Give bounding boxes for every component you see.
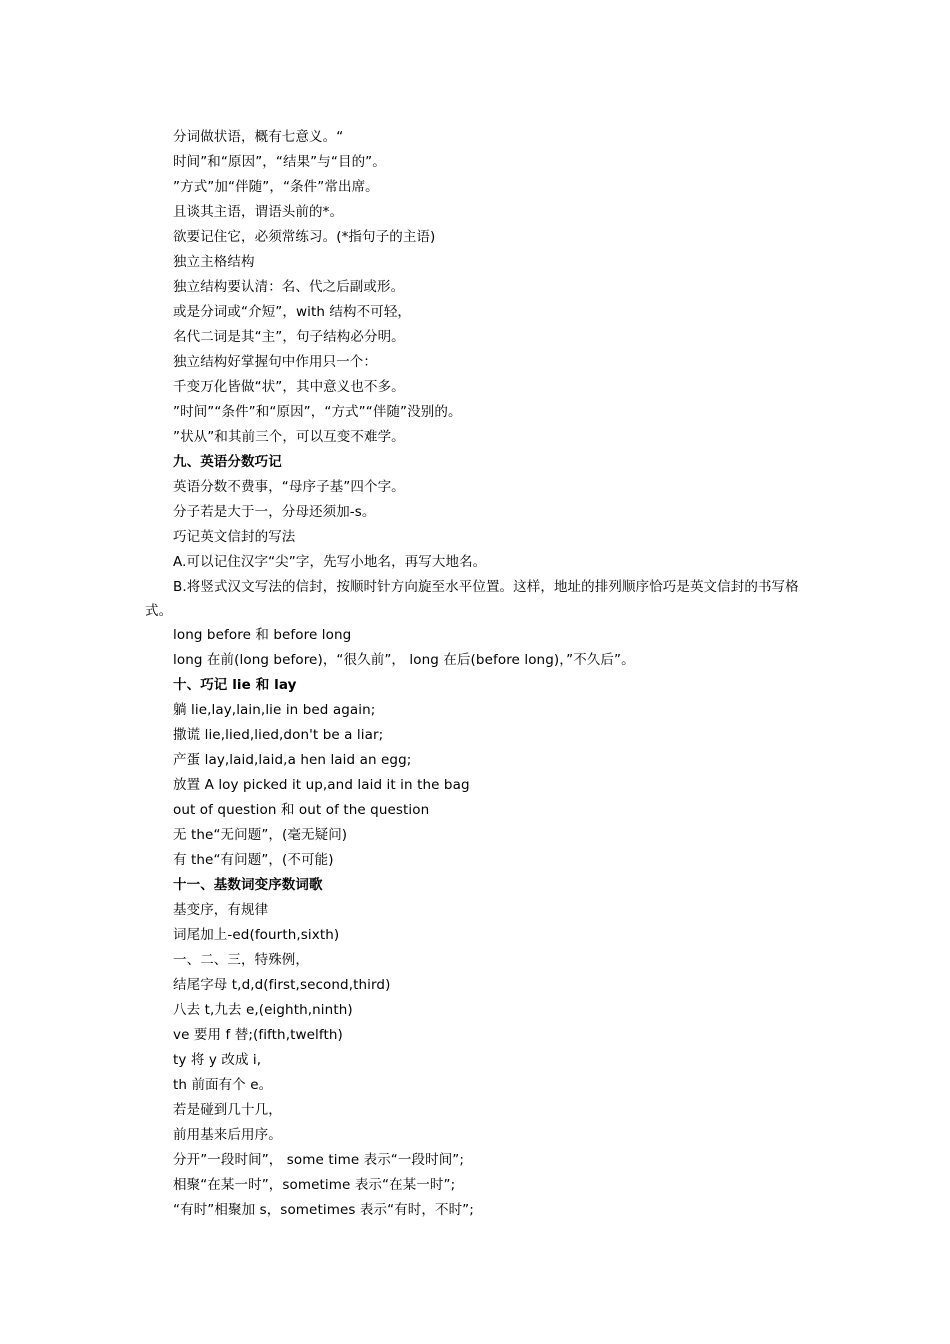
text-line: 一、二、三，特殊例， xyxy=(173,952,309,968)
text-line: 躺 lie,lay,lain,lie in bed again; xyxy=(173,702,376,718)
text-line: th 前面有个 e。 xyxy=(173,1077,273,1093)
text-line: 分词做状语，概有七意义。“ xyxy=(173,129,344,145)
text-line: A.可以记住汉字“尖”字，先写小地名，再写大地名。 xyxy=(173,554,487,570)
text-line: 前用基来后用序。 xyxy=(173,1127,282,1143)
paragraph-envelope-b: B.将竖式汉文写法的信封，按顺时针方向旋至水平位置。这样，地址的排列顺序恰巧是英文信封的书写格式。 xyxy=(145,579,799,619)
document-body xyxy=(145,125,815,1223)
text-line: 独立结构要认清：名、代之后副或形。 xyxy=(173,279,405,295)
text-line: 放置 A loy picked it up,and laid it in the bag xyxy=(173,777,470,793)
text-line: 八去 t,九去 e,(eighth,ninth) xyxy=(173,1002,353,1018)
text-line: ve 要用 f 替;(fifth,twelfth) xyxy=(173,1027,343,1043)
text-line: out of question 和 out of the question xyxy=(173,802,430,818)
text-line: 分开”一段时间”， some time 表示“一段时间”; xyxy=(173,1152,465,1168)
text-line: “有时”相聚加 s，sometimes 表示“有时，不时”; xyxy=(173,1202,474,1218)
text-line: 无 the“无问题”，(毫无疑问) xyxy=(173,827,348,843)
text-line: 欲要记住它，必须常练习。(*指句子的主语) xyxy=(173,229,436,245)
text-block-a xyxy=(145,125,815,575)
text-line: long 在前(long before)，“很久前”， long 在后(before long)，”不久后”。 xyxy=(173,652,635,668)
text-line: long before 和 before long xyxy=(173,627,352,643)
text-line: 撒谎 lie,lied,lied,don't be a liar; xyxy=(173,727,384,743)
text-line: 时间”和“原因”，“结果”与“目的”。 xyxy=(173,154,386,170)
text-line: 千变万化皆做“状”，其中意义也不多。 xyxy=(173,379,405,395)
text-block-c xyxy=(145,623,815,1223)
text-line: 分子若是大于一，分母还须加-s。 xyxy=(173,504,376,520)
section-heading: 十一、基数词变序数词歌 xyxy=(173,877,323,893)
text-line: 名代二词是其“主”，句子结构必分明。 xyxy=(173,329,405,345)
text-line: 独立结构好掌握句中作用只一个： xyxy=(173,354,377,370)
text-line: 英语分数不费事，“母序子基”四个字。 xyxy=(173,479,405,495)
section-heading: 十、巧记 lie 和 lay xyxy=(173,677,297,693)
text-line: ”方式”加“伴随”，“条件”常出席。 xyxy=(173,179,379,195)
text-line: 相聚“在某一时”，sometime 表示“在某一时”; xyxy=(173,1177,456,1193)
text-line: ty 将 y 改成 i, xyxy=(173,1052,262,1068)
text-line: 有 the“有问题”，(不可能) xyxy=(173,852,334,868)
text-line: 词尾加上-ed(fourth,sixth) xyxy=(173,927,340,943)
text-line: 独立主格结构 xyxy=(173,254,255,270)
text-line: 产蛋 lay,laid,laid,a hen laid an egg; xyxy=(173,752,412,768)
text-line: 巧记英文信封的写法 xyxy=(173,529,296,545)
text-line: ”时间”“条件”和“原因”，“方式”“伴随”没别的。 xyxy=(173,404,462,420)
text-line: 且谈其主语，谓语头前的*。 xyxy=(173,204,344,220)
text-line: 或是分词或“介短”，with 结构不可轻， xyxy=(173,304,412,320)
text-line: 结尾字母 t,d,d(first,second,third) xyxy=(173,977,391,993)
section-heading: 九、英语分数巧记 xyxy=(173,454,282,470)
text-line: 若是碰到几十几， xyxy=(173,1102,282,1118)
text-line: ”状从”和其前三个，可以互变不难学。 xyxy=(173,429,405,445)
text-line: 基变序，有规律 xyxy=(173,902,269,918)
